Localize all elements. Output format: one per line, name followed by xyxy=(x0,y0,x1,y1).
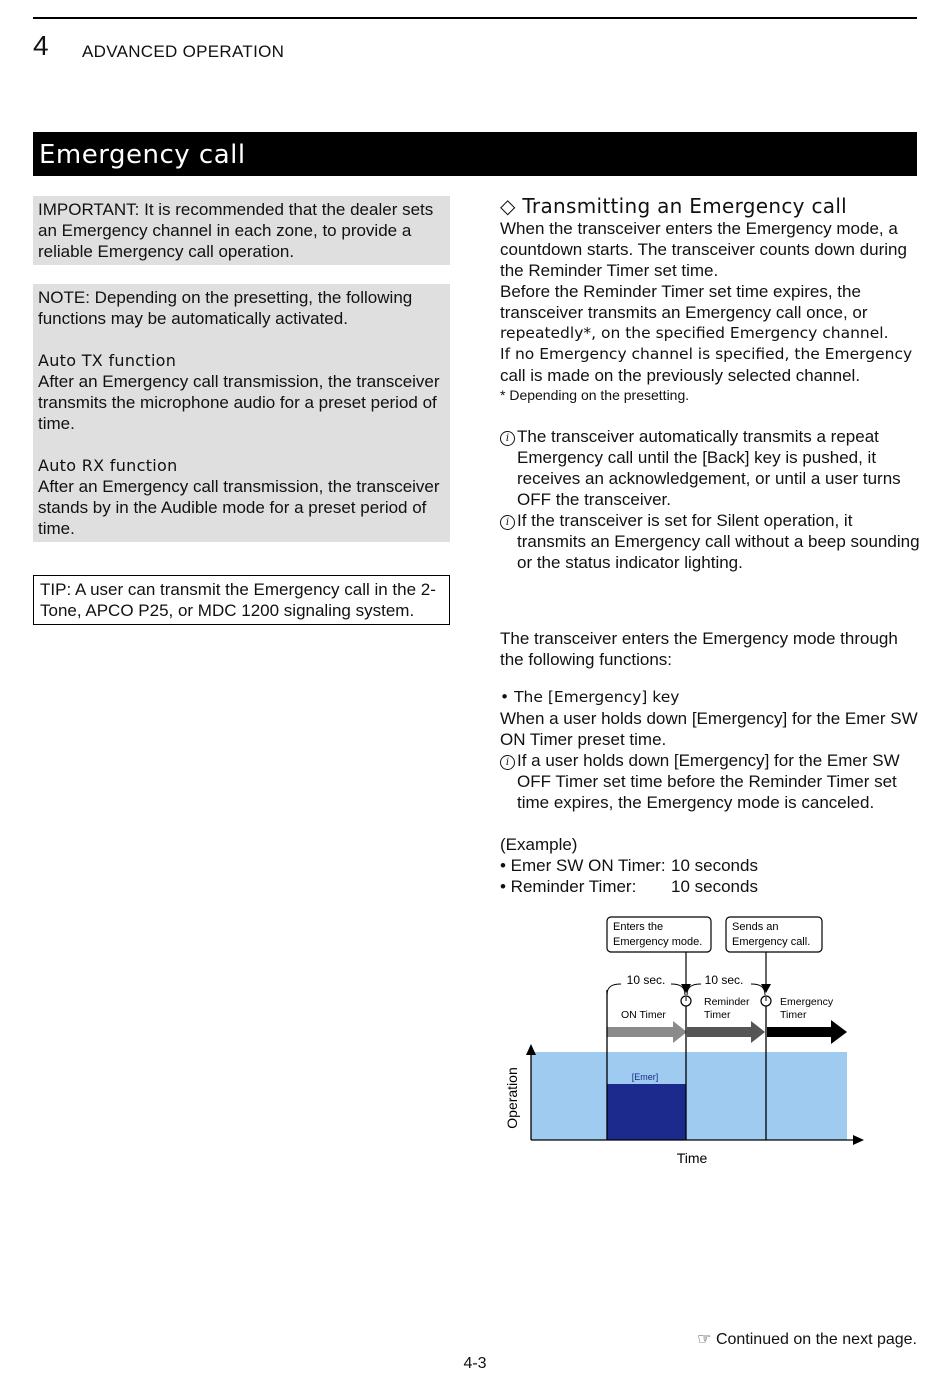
info-repeat-text: The transceiver automatically transmits a repeat Emergency call until the [Back] key is pushed, it receives an acknowledgement, or until a user turns OFF the transceiver. xyxy=(517,427,901,509)
footnote: * Depending on the presetting. xyxy=(500,387,690,403)
para-previous-channel: call is made on the previously selected channel. xyxy=(500,366,861,385)
emergency-timer-line2: Timer xyxy=(780,1009,807,1021)
emergency-key-bullet: • The [Emergency] key xyxy=(500,688,680,706)
pointer-sends-arrowhead xyxy=(761,984,771,993)
example-row-value: 10 seconds xyxy=(671,856,758,875)
pointing-hand-icon: ☞ xyxy=(697,1331,712,1348)
enters-section xyxy=(500,628,920,897)
info-icon: i xyxy=(500,515,515,530)
info-silent-text: If the transceiver is set for Silent operation, it transmits an Emergency call without a beep sounding or the status indicator lighting. xyxy=(517,511,920,572)
important-box xyxy=(33,196,450,265)
chapter-number: 4 xyxy=(33,30,49,61)
emergency-timer-arrow-head xyxy=(831,1020,847,1044)
tip-text: TIP: A user can transmit the Emergency call in the 2-Tone, APCO P25, or MDC 1200 signaling system. xyxy=(40,580,436,620)
auto-rx-title: Auto RX function xyxy=(38,456,178,475)
on-timer-arrow-body xyxy=(607,1027,673,1037)
auto-rx-text: After an Emergency call transmission, the transceiver stands by in the Audible mode for a preset period of time. xyxy=(38,477,440,538)
info-icon: i xyxy=(500,431,515,446)
example-label: (Example) xyxy=(500,835,578,854)
on-timer-label: ON Timer xyxy=(621,1009,666,1021)
emergency-timer-arrow-body xyxy=(767,1027,831,1037)
callout-enters-line1: Enters the xyxy=(613,921,664,933)
pointer-enters-arrowhead xyxy=(681,984,691,993)
info-icon: i xyxy=(500,755,515,770)
info-cancel xyxy=(500,750,920,813)
span-2-label: 10 sec. xyxy=(704,973,744,987)
auto-tx-title: Auto TX function xyxy=(38,351,177,370)
info-silent xyxy=(500,510,920,573)
reminder-timer-line1: Reminder xyxy=(704,996,750,1008)
example-row xyxy=(500,855,920,876)
diamond-icon: ◇ xyxy=(500,194,516,218)
section-title: Emergency call xyxy=(33,132,917,176)
on-timer-arrow-head xyxy=(673,1021,687,1043)
reminder-timer-arrow-head xyxy=(751,1021,765,1043)
info-cancel-text: If a user holds down [Emergency] for the Emer SW OFF Timer set time before the Reminder Timer set time expires, the Emergency mode is canceled. xyxy=(517,751,900,812)
operation-band xyxy=(531,1052,847,1140)
subsection-heading xyxy=(500,194,920,218)
example-row-label: • Reminder Timer: xyxy=(500,877,637,896)
para-repeatedly: repeatedly*, on the specified Emergency channel. xyxy=(500,324,889,342)
callout-sends-line2: Emergency call. xyxy=(732,936,811,948)
chapter-title: ADVANCED OPERATION xyxy=(82,42,285,61)
para-enters: The transceiver enters the Emergency mode through the following functions: xyxy=(500,629,898,669)
x-axis-label: Time xyxy=(676,1150,708,1166)
top-rule xyxy=(33,17,917,19)
note-box xyxy=(33,284,450,542)
timing-diagram xyxy=(495,910,875,1170)
x-axis-arrowhead xyxy=(853,1135,864,1145)
info-repeat xyxy=(500,426,920,510)
brace-1-left xyxy=(607,984,621,995)
page-number: 4-3 xyxy=(463,1355,487,1372)
important-text: IMPORTANT: It is recommended that the dealer sets an Emergency channel in each zone, to provide a reliable Emergency call operation. xyxy=(38,200,434,261)
y-axis-label: Operation xyxy=(504,1067,520,1129)
transmitting-section xyxy=(500,194,920,573)
para-no-channel: If no Emergency channel is specified, the Emergency xyxy=(500,345,913,363)
y-axis-arrowhead xyxy=(526,1044,536,1055)
reminder-timer-line2: Timer xyxy=(704,1009,731,1021)
para-countdown: When the transceiver enters the Emergency mode, a countdown starts. The transceiver counts down during the Reminder Timer set time. xyxy=(500,219,907,280)
subsection-heading-text: Transmitting an Emergency call xyxy=(522,194,848,218)
reminder-timer-arrow-body xyxy=(687,1027,751,1037)
auto-tx-text: After an Emergency call transmission, the transceiver transmits the microphone audio for a preset period of time. xyxy=(38,372,440,433)
para-before-expire: Before the Reminder Timer set time expires, the transceiver transmits an Emergency call once, or xyxy=(500,282,868,322)
continued-note xyxy=(697,1330,917,1350)
emergency-timer-line1: Emergency xyxy=(780,996,834,1008)
emer-key-label: [Emer] xyxy=(631,1072,659,1082)
span-1-label: 10 sec. xyxy=(626,973,666,987)
callout-sends-line1: Sends an xyxy=(732,921,779,933)
example-row-value: 10 seconds xyxy=(671,877,758,896)
example-row-label: • Emer SW ON Timer: xyxy=(500,856,666,875)
emergency-key-text: When a user holds down [Emergency] for the Emer SW ON Timer preset time. xyxy=(500,709,918,749)
note-intro: NOTE: Depending on the presetting, the following functions may be automatically activated. xyxy=(38,288,413,328)
example-row xyxy=(500,876,920,897)
continued-text: Continued on the next page. xyxy=(715,1331,917,1348)
callout-enters-line2: Emergency mode. xyxy=(613,936,703,948)
tip-box xyxy=(33,575,450,625)
emergency-press-block xyxy=(607,1084,686,1140)
